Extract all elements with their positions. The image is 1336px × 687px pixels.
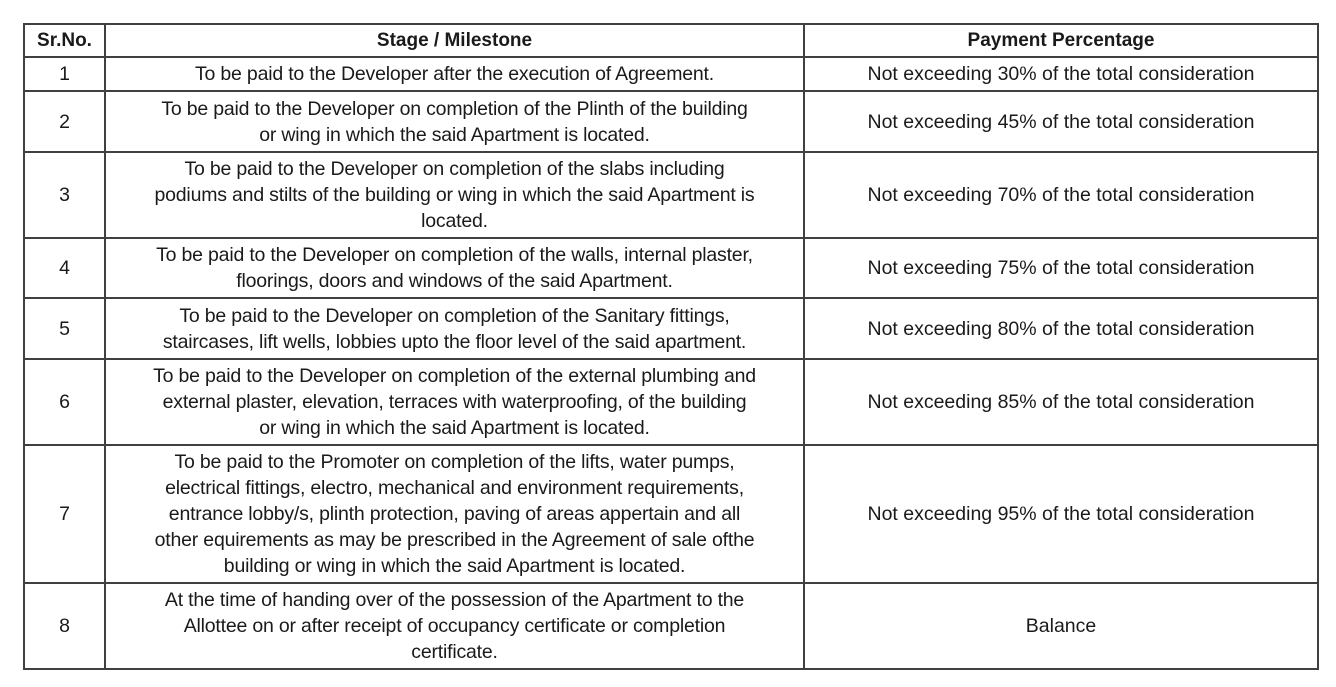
sr-no-cell: 5 — [24, 298, 105, 359]
stage-text-line: electrical fittings, electro, mechanical and environment requirements, — [165, 477, 744, 499]
stage-milestone-cell — [105, 583, 804, 669]
sr-no-cell: 7 — [24, 445, 105, 583]
sr-no-cell: 4 — [24, 238, 105, 298]
payment-percentage-cell: Not exceeding 95% of the total consideration — [804, 445, 1318, 583]
header-payment-percentage: Payment Percentage — [804, 24, 1318, 57]
stage-text-line: certificate. — [411, 641, 498, 663]
stage-text-line: To be paid to the Developer on completion of the slabs including — [184, 158, 725, 180]
stage-text-line: other equirements as may be prescribed in the Agreement of sale ofthe — [154, 529, 755, 551]
stage-milestone-cell — [105, 57, 804, 91]
table-row — [24, 583, 1318, 669]
stage-text-line: entrance lobby/s, plinth protection, paving of areas appertain and all — [168, 503, 741, 525]
stage-milestone-cell — [105, 445, 804, 583]
header-stage-milestone: Stage / Milestone — [105, 24, 804, 57]
sr-no-cell: 3 — [24, 152, 105, 238]
sr-no-cell: 8 — [24, 583, 105, 669]
stage-text-line: To be paid to the Developer after the execution of Agreement. — [195, 63, 714, 85]
stage-text-line: located. — [421, 210, 488, 232]
stage-text-line: floorings, doors and windows of the said Apartment. — [236, 270, 673, 292]
stage-text-line: external plaster, elevation, terraces with waterproofing, of the building — [162, 391, 747, 413]
table-row — [24, 445, 1318, 583]
table-row — [24, 57, 1318, 91]
stage-milestone-cell — [105, 359, 804, 445]
stage-milestone-cell — [105, 91, 804, 152]
stage-text-line: To be paid to the Developer on completion of the Plinth of the building — [161, 97, 748, 120]
payment-schedule-table — [23, 23, 1319, 670]
stage-text-line: To be paid to the Promoter on completion of the lifts, water pumps, — [174, 451, 735, 473]
sr-no-cell: 6 — [24, 359, 105, 445]
table-row — [24, 152, 1318, 238]
stage-text-line: or wing in which the said Apartment is located. — [259, 417, 650, 439]
payment-percentage-cell: Not exceeding 85% of the total consideration — [804, 359, 1318, 445]
stage-text-line: Allottee on or after receipt of occupancy certificate or completion — [183, 615, 726, 637]
payment-percentage-cell: Not exceeding 80% of the total consideration — [804, 298, 1318, 359]
payment-percentage-cell: Not exceeding 45% of the total consideration — [804, 91, 1318, 152]
stage-text-line: building or wing in which the said Apartment is located. — [223, 555, 686, 577]
stage-text-line: or wing in which the said Apartment is located. — [259, 123, 650, 146]
payment-percentage-cell: Not exceeding 30% of the total consideration — [804, 57, 1318, 91]
stage-text-line: To be paid to the Developer on completion of the external plumbing and — [153, 365, 756, 387]
payment-percentage-cell: Not exceeding 70% of the total consideration — [804, 152, 1318, 238]
stage-milestone-cell — [105, 298, 804, 359]
table-row — [24, 359, 1318, 445]
table-body — [24, 57, 1318, 669]
header-sr-no: Sr.No. — [24, 24, 105, 57]
payment-percentage-cell: Balance — [804, 583, 1318, 669]
table-header-row — [24, 24, 1318, 57]
stage-milestone-cell — [105, 152, 804, 238]
stage-text-line: podiums and stilts of the building or wing in which the said Apartment is — [154, 184, 755, 206]
table-row — [24, 238, 1318, 298]
stage-text-line: To be paid to the Developer on completion of the Sanitary fittings, — [179, 304, 730, 327]
stage-text-line: To be paid to the Developer on completion of the walls, internal plaster, — [156, 244, 753, 266]
stage-text-line: At the time of handing over of the possession of the Apartment to the — [164, 589, 745, 611]
stage-text-line: staircases, lift wells, lobbies upto the floor level of the said apartment. — [162, 330, 747, 353]
table-row — [24, 91, 1318, 152]
stage-milestone-cell — [105, 238, 804, 298]
sr-no-cell: 2 — [24, 91, 105, 152]
payment-percentage-cell: Not exceeding 75% of the total consideration — [804, 238, 1318, 298]
sr-no-cell: 1 — [24, 57, 105, 91]
table-row — [24, 298, 1318, 359]
